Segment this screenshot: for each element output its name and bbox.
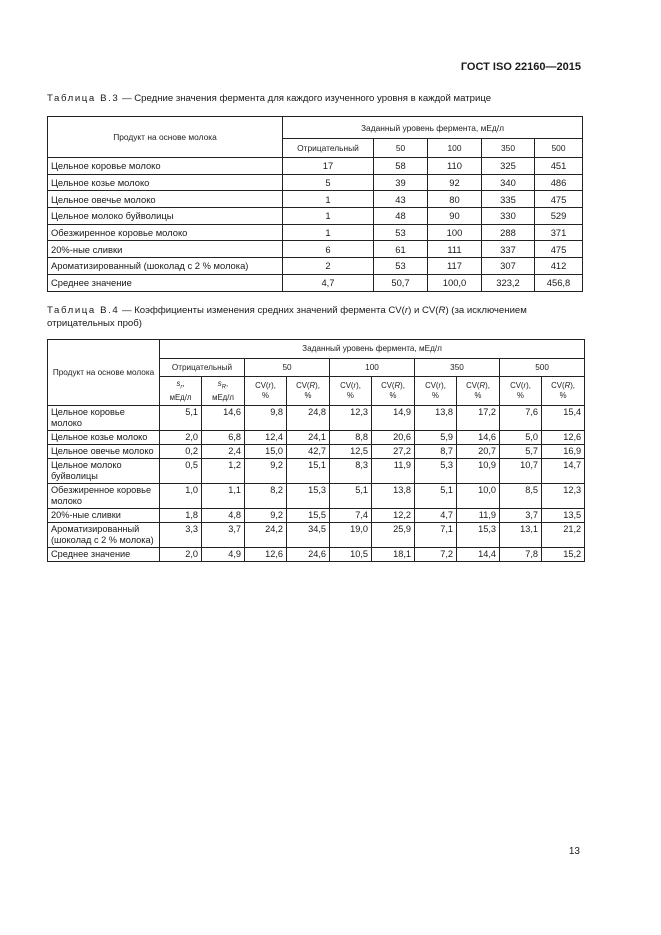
value-cell: 15,3 (457, 523, 500, 548)
value-cell: 13,8 (415, 406, 457, 431)
subheader-part: CV( (510, 381, 524, 390)
table-b4-subheader (330, 377, 372, 406)
table-row (48, 523, 585, 548)
product-cell: Цельное молоко буйволицы (48, 208, 283, 225)
value-cell: 3,7 (202, 523, 245, 548)
value-cell: 27,2 (372, 445, 415, 459)
value-cell: 8,8 (330, 431, 372, 445)
value-cell: 111 (428, 241, 482, 258)
table-b4-subheader (372, 377, 415, 406)
value-cell: 11,9 (372, 459, 415, 484)
value-cell: 486 (535, 174, 583, 191)
subheader-part: CV( (296, 381, 310, 390)
subheader-part: % (347, 391, 354, 400)
value-cell: 5,3 (415, 459, 457, 484)
subheader-part: r (180, 384, 183, 391)
subheader-part: s (176, 379, 181, 389)
table-b4-subheader (245, 377, 287, 406)
value-cell: 48 (374, 208, 428, 225)
value-cell: 12,5 (330, 445, 372, 459)
value-cell: 15,4 (542, 406, 585, 431)
table-b3-level: 500 (535, 139, 583, 158)
value-cell: 330 (482, 208, 535, 225)
subheader-part: r (523, 381, 527, 390)
subheader-part: CV( (466, 381, 480, 390)
value-cell: 12,6 (245, 548, 287, 562)
value-cell: 1,8 (160, 509, 202, 523)
table-b4-level: Отрицательный (160, 359, 245, 377)
value-cell: 14,7 (542, 459, 585, 484)
value-cell: 7,4 (330, 509, 372, 523)
subheader-part: R (394, 381, 401, 390)
value-cell: 335 (482, 191, 535, 208)
table-b3-caption-text: — Средние значения фермента для каждого изученного уровня в каждой матрице (119, 93, 492, 104)
value-cell: 20,6 (372, 431, 415, 445)
table-row (48, 484, 585, 509)
subheader-part: R (564, 381, 571, 390)
value-cell: 2,0 (160, 431, 202, 445)
table-b4 (47, 339, 585, 562)
table-b4-level-header: Заданный уровень фермента, мЕд/л (160, 340, 585, 359)
subheader-part: % (304, 391, 312, 400)
value-cell: 451 (535, 158, 583, 175)
table-b4-subheader (457, 377, 500, 406)
value-cell: 100,0 (428, 274, 482, 291)
subheader-part: ), (400, 381, 405, 390)
value-cell: 5 (283, 174, 374, 191)
value-cell: 20,7 (457, 445, 500, 459)
value-cell: 0,2 (160, 445, 202, 459)
value-cell: 1,1 (202, 484, 245, 509)
table-row (48, 174, 583, 191)
document-code: ГОСТ ISO 22160—2015 (460, 61, 581, 73)
value-cell: 17 (283, 158, 374, 175)
product-cell: Цельное козье молоко (48, 174, 283, 191)
table-row (48, 445, 585, 459)
product-cell: Цельное овечье молоко (48, 445, 160, 459)
value-cell: 34,5 (287, 523, 330, 548)
table-b3-product-header: Продукт на основе молока (48, 117, 283, 158)
subheader-part: ), (570, 381, 575, 390)
product-cell: Ароматизированный (шоколад с 2 % молока) (48, 258, 283, 275)
table-row (48, 241, 583, 258)
subheader-part: ), (485, 381, 490, 390)
value-cell: 53 (374, 258, 428, 275)
value-cell: 7,2 (415, 548, 457, 562)
product-cell: Среднее значение (48, 548, 160, 562)
value-cell: 325 (482, 158, 535, 175)
value-cell: 21,2 (542, 523, 585, 548)
page-number: 13 (568, 846, 580, 857)
value-cell: 58 (374, 158, 428, 175)
subheader-part: CV( (340, 381, 354, 390)
table-b3 (47, 116, 583, 292)
value-cell: 288 (482, 224, 535, 241)
table-row (48, 459, 585, 484)
value-cell: 2 (283, 258, 374, 275)
value-cell: 14,6 (457, 431, 500, 445)
table-b4-subheader (500, 377, 542, 406)
table-row (48, 406, 585, 431)
table-b4-caption-label: Таблица В.4 (47, 305, 120, 316)
value-cell: 24,8 (287, 406, 330, 431)
product-cell: 20%-ные сливки (48, 509, 160, 523)
value-cell: 5,9 (415, 431, 457, 445)
value-cell: 13,1 (500, 523, 542, 548)
value-cell: 412 (535, 258, 583, 275)
value-cell: 24,6 (287, 548, 330, 562)
value-cell: 5,7 (500, 445, 542, 459)
caption-r: r (404, 305, 409, 316)
value-cell: 7,1 (415, 523, 457, 548)
subheader-part: R (479, 381, 486, 390)
table-row (48, 548, 585, 562)
value-cell: 8,2 (245, 484, 287, 509)
product-cell: Среднее значение (48, 274, 283, 291)
table-b4-caption (47, 304, 582, 330)
table-b4-level: 500 (500, 359, 585, 377)
subheader-part: R (221, 384, 227, 391)
value-cell: 42,7 (287, 445, 330, 459)
subheader-part: % (432, 391, 439, 400)
value-cell: 12,4 (245, 431, 287, 445)
value-cell: 117 (428, 258, 482, 275)
value-cell: 61 (374, 241, 428, 258)
value-cell: 39 (374, 174, 428, 191)
value-cell: 2,0 (160, 548, 202, 562)
value-cell: 307 (482, 258, 535, 275)
value-cell: 15,5 (287, 509, 330, 523)
value-cell: 5,1 (160, 406, 202, 431)
subheader-part: r (438, 381, 442, 390)
table-b4-subheader (160, 377, 202, 406)
value-cell: 15,0 (245, 445, 287, 459)
subheader-part: CV( (255, 381, 269, 390)
subheader-part: CV( (381, 381, 395, 390)
value-cell: 100 (428, 224, 482, 241)
subheader-part: % (474, 391, 482, 400)
table-b4-level: 350 (415, 359, 500, 377)
subheader-part: мЕд/л (212, 392, 234, 402)
value-cell: 12,3 (542, 484, 585, 509)
value-cell: 5,0 (500, 431, 542, 445)
product-cell: 20%-ные сливки (48, 241, 283, 258)
value-cell: 25,9 (372, 523, 415, 548)
caption-text: ) и CV( (408, 305, 439, 316)
value-cell: 3,3 (160, 523, 202, 548)
subheader-part: s (217, 379, 222, 389)
value-cell: 337 (482, 241, 535, 258)
subheader-part: CV( (551, 381, 565, 390)
table-b3-level-header: Заданный уровень фермента, мЕд/л (283, 117, 583, 139)
subheader-part: R (309, 381, 316, 390)
value-cell: 9,8 (245, 406, 287, 431)
table-row (48, 208, 583, 225)
product-cell: Цельное коровье молоко (48, 406, 160, 431)
table-b4-subheader (542, 377, 585, 406)
product-cell: Обезжиренное коровье молоко (48, 224, 283, 241)
table-b3-caption-label: Таблица В.3 (47, 93, 120, 104)
value-cell: 3,7 (500, 509, 542, 523)
value-cell: 14,9 (372, 406, 415, 431)
subheader-part: ), (441, 381, 446, 390)
value-cell: 2,4 (202, 445, 245, 459)
value-cell: 19,0 (330, 523, 372, 548)
value-cell: 1,2 (202, 459, 245, 484)
value-cell: 4,8 (202, 509, 245, 523)
value-cell: 456,8 (535, 274, 583, 291)
table-b4-caption-text: — Коэффициенты изменения средних значений фермента CV( (119, 305, 405, 316)
value-cell: 12,2 (372, 509, 415, 523)
product-cell: Цельное коровье молоко (48, 158, 283, 175)
product-cell: Цельное овечье молоко (48, 191, 283, 208)
value-cell: 1 (283, 208, 374, 225)
table-b4-subheader (415, 377, 457, 406)
table-b3-caption (47, 92, 582, 105)
table-b4-product-header: Продукт на основе молока (48, 340, 160, 406)
value-cell: 529 (535, 208, 583, 225)
table-row (48, 158, 583, 175)
value-cell: 80 (428, 191, 482, 208)
value-cell: 7,6 (500, 406, 542, 431)
value-cell: 10,0 (457, 484, 500, 509)
value-cell: 9,2 (245, 459, 287, 484)
value-cell: 15,2 (542, 548, 585, 562)
value-cell: 323,2 (482, 274, 535, 291)
value-cell: 4,9 (202, 548, 245, 562)
value-cell: 110 (428, 158, 482, 175)
table-row (48, 224, 583, 241)
table-b3-level: Отрицательный (283, 139, 374, 158)
product-cell: Ароматизированный (шоколад с 2 % молока) (48, 523, 160, 548)
value-cell: 340 (482, 174, 535, 191)
value-cell: 0,5 (160, 459, 202, 484)
caption-R: R (438, 305, 446, 316)
table-row (48, 274, 583, 291)
value-cell: 4,7 (283, 274, 374, 291)
value-cell: 12,3 (330, 406, 372, 431)
value-cell: 14,6 (202, 406, 245, 431)
subheader-part: мЕд/л (169, 392, 192, 402)
value-cell: 43 (374, 191, 428, 208)
comma: , (182, 379, 185, 389)
value-cell: 14,4 (457, 548, 500, 562)
value-cell: 10,7 (500, 459, 542, 484)
value-cell: 24,2 (245, 523, 287, 548)
table-row (48, 431, 585, 445)
table-row (48, 258, 583, 275)
table-b4-level: 100 (330, 359, 415, 377)
value-cell: 4,7 (415, 509, 457, 523)
value-cell: 6,8 (202, 431, 245, 445)
subheader-part: ), (271, 381, 276, 390)
subheader-part: ), (526, 381, 531, 390)
value-cell: 17,2 (457, 406, 500, 431)
value-cell: 5,1 (415, 484, 457, 509)
value-cell: 8,3 (330, 459, 372, 484)
subheader-part: CV( (425, 381, 439, 390)
subheader-part: ), (315, 381, 320, 390)
comma: , (226, 379, 229, 389)
value-cell: 371 (535, 224, 583, 241)
value-cell: 53 (374, 224, 428, 241)
subheader-part: r (268, 381, 272, 390)
value-cell: 11,9 (457, 509, 500, 523)
table-row (48, 191, 583, 208)
value-cell: 475 (535, 191, 583, 208)
caption-text: ) (за исключением отрицательных проб) (47, 305, 527, 329)
value-cell: 6 (283, 241, 374, 258)
table-b4-subheader (202, 377, 245, 406)
product-cell: Цельное козье молоко (48, 431, 160, 445)
value-cell: 10,5 (330, 548, 372, 562)
subheader-part: % (559, 391, 567, 400)
subheader-part: r (353, 381, 357, 390)
value-cell: 12,6 (542, 431, 585, 445)
value-cell: 7,8 (500, 548, 542, 562)
table-b3-level: 100 (428, 139, 482, 158)
value-cell: 1 (283, 191, 374, 208)
value-cell: 8,7 (415, 445, 457, 459)
subheader-part: % (517, 391, 524, 400)
table-b4-level: 50 (245, 359, 330, 377)
product-cell: Цельное молоко буйволицы (48, 459, 160, 484)
table-b3-level: 350 (482, 139, 535, 158)
value-cell: 13,8 (372, 484, 415, 509)
value-cell: 15,3 (287, 484, 330, 509)
table-b3-level: 50 (374, 139, 428, 158)
value-cell: 24,1 (287, 431, 330, 445)
value-cell: 92 (428, 174, 482, 191)
value-cell: 10,9 (457, 459, 500, 484)
value-cell: 9,2 (245, 509, 287, 523)
value-cell: 475 (535, 241, 583, 258)
value-cell: 1 (283, 224, 374, 241)
subheader-part: ), (356, 381, 361, 390)
subheader-part: % (389, 391, 397, 400)
value-cell: 50,7 (374, 274, 428, 291)
value-cell: 8,5 (500, 484, 542, 509)
value-cell: 5,1 (330, 484, 372, 509)
product-cell: Обезжиренное коровье молоко (48, 484, 160, 509)
value-cell: 90 (428, 208, 482, 225)
subheader-part: % (262, 391, 269, 400)
table-b4-subheader (287, 377, 330, 406)
table-row (48, 509, 585, 523)
value-cell: 13,5 (542, 509, 585, 523)
value-cell: 16,9 (542, 445, 585, 459)
value-cell: 15,1 (287, 459, 330, 484)
value-cell: 18,1 (372, 548, 415, 562)
value-cell: 1,0 (160, 484, 202, 509)
